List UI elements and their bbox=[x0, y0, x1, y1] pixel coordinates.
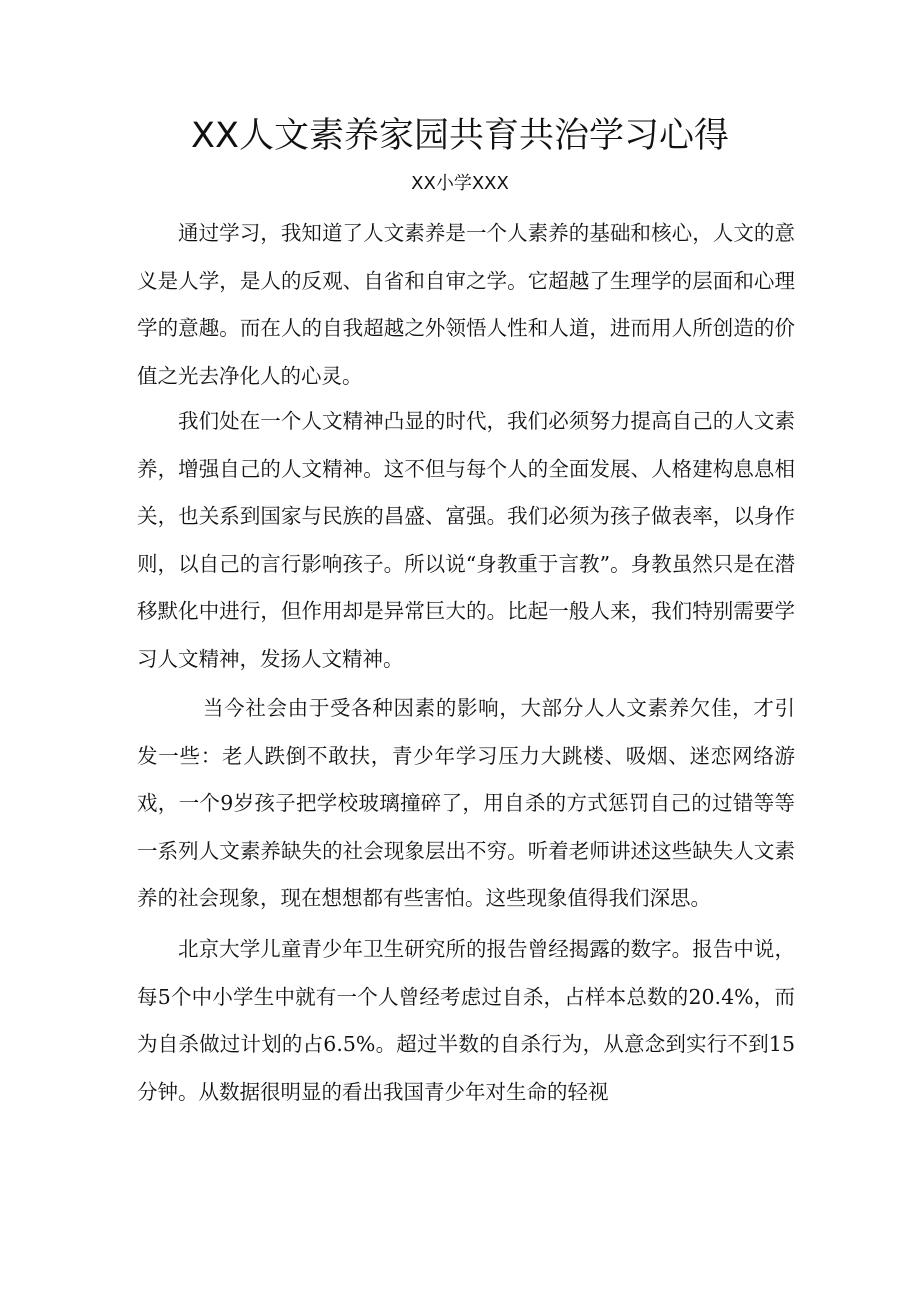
paragraph-2: 我们处在一个人文精神凸显的时代，我们必须努力提高自己的人文素养，增强自己的人文精神。这不但与每个人的全面发展、人格建构息息相关，也关系到国家与民族的昌盛、富强。我们必须为孩子做表率，以身作则，以自己的言行影响孩子。所以说“身教重于言教”。身教虽然只是在潜移默化中进行，但作用却是异常巨大的。比起一般人来，我们特别需要学习人文精神，发扬人文精神。 bbox=[137, 409, 795, 671]
document-author: XX小学XXX bbox=[411, 173, 509, 194]
paragraph-3: 当今社会由于受各种因素的影响，大部分人人文素养欠佳，才引发一些：老人跌倒不敢扶，青少年学习压力大跳楼、吸烟、迷恋网络游戏，一个9岁孩子把学校玻璃撞碎了，用自杀的方式惩罚自己的过错等等一系列人文素养缺失的社会现象层出不穷。听着老师讲述这些缺失人文素养的社会现象，现在想想都有些害怕。这些现象值得我们深思。 bbox=[137, 696, 795, 910]
document-title: XX人文素养家园共育共治学习心得 bbox=[191, 116, 729, 156]
paragraph-1: 通过学习，我知道了人文素养是一个人素养的基础和核心，人文的意义是人学，是人的反观、自省和自审之学。它超越了生理学的层面和心理学的意趣。而在人的自我超越之外领悟人性和人道，进而用人所创造的价值之光去净化人的心灵。 bbox=[137, 221, 795, 388]
paragraph-4: 北京大学儿童青少年卫生研究所的报告曾经揭露的数字。报告中说，每5个中小学生中就有一个人曾经考虑过自杀，占样本总数的20.4%，而为自杀做过计划的占6.5%。超过半数的自杀行为，从意念到实行不到15分钟。从数据很明显的看出我国青少年对生命的轻视 bbox=[137, 937, 795, 1104]
